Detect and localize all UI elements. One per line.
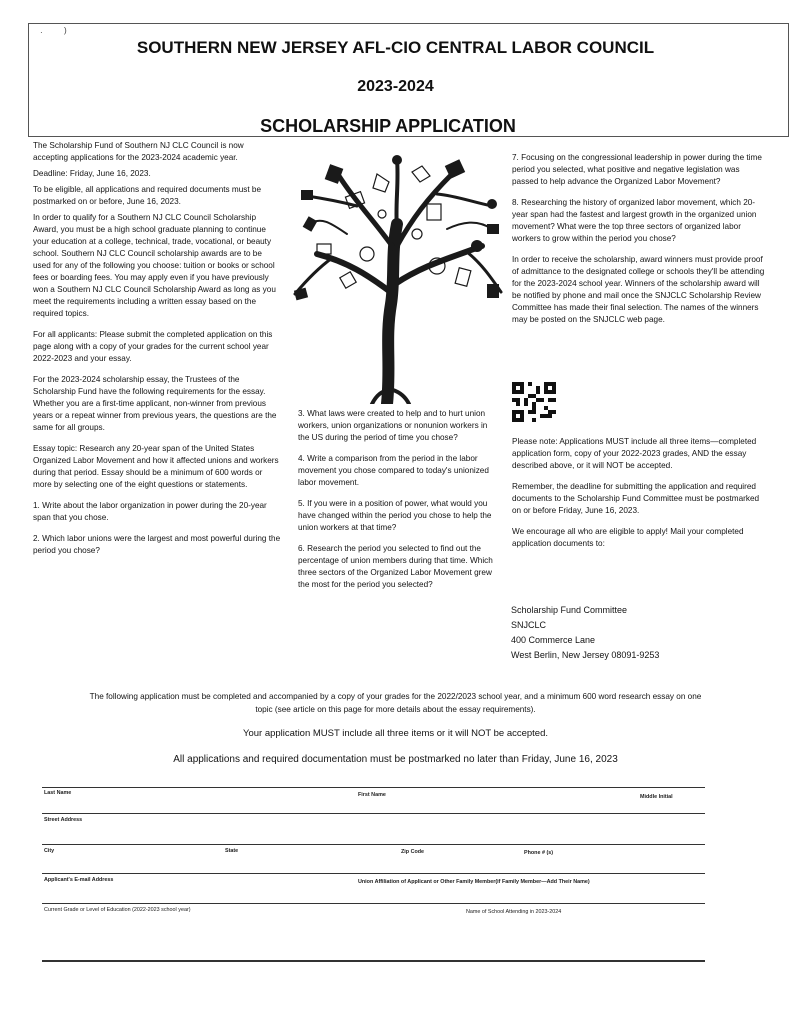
right-column	[512, 152, 766, 335]
postmark-text: All applications and required documentation must be postmarked no later than Friday, June 16, 2023	[173, 754, 618, 765]
right-column-lower	[512, 436, 766, 554]
year-title: 2023-2024	[357, 78, 434, 95]
mailing-address	[511, 603, 765, 663]
all-applicants-paragraph: For all applicants: Please submit the completed application on this page along with a copy of your grades for the current school year 2022-2023 and your essay.	[33, 330, 273, 363]
question-4: 4. Write a comparison from the period in the labor movement you chose compared to today's unionized labor movement.	[298, 454, 489, 487]
city-label: City	[44, 848, 55, 854]
qr-code[interactable]	[512, 382, 556, 422]
must-include-text: Your application MUST include all three items or it will NOT be accepted.	[242, 728, 549, 739]
question-6: 6. Research the period you selected to find out the percentage of union members during that time. Which three sectors of the Organized Labor Movement grew the most for the period you selected?	[298, 544, 493, 589]
union-affiliation-label: Union Affiliation of Applicant or Other Family Member(if Family Member—Add Their Name)	[358, 879, 590, 885]
scan-mark: ·	[40, 28, 43, 37]
question-5: 5. If you were in a position of power, what would you have changed within the period you chose to help the union workers at that time?	[298, 499, 492, 532]
state-label: State	[225, 848, 239, 854]
please-note-paragraph: Please note: Applications MUST include all three items—completed application form, copy of your 2022-2023 grades, AND the essay described above, or it will NOT be accepted.	[512, 437, 757, 470]
form-line	[42, 873, 705, 874]
question-1: 1. Write about the labor organization in power during the 20-year span that you chose.	[33, 501, 267, 522]
middle-initial-label: Middle Initial	[640, 794, 673, 800]
form-line	[42, 960, 705, 962]
eligibility-text: To be eligible, all applications and required documents must be postmarked on or before, June 16, 2023.	[33, 185, 262, 206]
left-column	[33, 140, 281, 566]
question-2: 2. Which labor unions were the largest and most powerful during the period you chose?	[33, 534, 281, 555]
school-name-label: Name of School Attending in 2023-2024	[466, 909, 562, 915]
address-line: Scholarship Fund Committee	[511, 605, 628, 615]
question-3: 3. What laws were created to help and to hurt union workers, union organizations or nonunion workers in the US during the period of time you chose?	[298, 409, 488, 442]
deadline-reminder-paragraph: Remember, the deadline for submitting the application and required documents to the Scholarship Fund Committee must be postmarked on or before Friday, June 16, 2023.	[512, 482, 760, 515]
essay-requirements-paragraph: For the 2023-2024 scholarship essay, the Trustees of the Scholarship Fund have the following requirements for the essay. Whether you are a first-time applicant, non-winner from previous years or a repeat winner from previous years, the questions are the same for all groups.	[33, 375, 277, 432]
instructions-text: The following application must be completed and accompanied by a copy of your grades for the 2022/2023 school year, and a minimum 600 word research essay on one topic (see article on this page for more details about the essay requirements).	[89, 692, 702, 714]
address-line: West Berlin, New Jersey 08091-9253	[511, 650, 660, 660]
last-name-label: Last Name	[44, 790, 72, 796]
qualify-paragraph: In order to qualify for a Southern NJ CLC Council Scholarship Award, you must be a high school graduate planning to continue your education at a college, technical, trade, vocational, or beauty school. Southern NJ CLC Council scholarship awards are to be used for any of the following you choose: tuition or books or school fees or boarding fees. You may apply even if you have previously won a Southern NJ CLC Council Scholarship Award as long as you meet the requirements including a written essay based on the required topics.	[33, 213, 276, 318]
grade-level-label: Current Grade or Level of Education (2022-2023 school year)	[44, 907, 191, 913]
deadline-text: Deadline: Friday, June 16, 2023.	[33, 169, 151, 178]
org-title: SOUTHERN NEW JERSEY AFL-CIO CENTRAL LABOR COUNCIL	[136, 38, 655, 57]
email-label: Applicant's E-mail Address	[44, 877, 114, 883]
street-address-label: Street Address	[44, 817, 83, 823]
address-line: SNJCLC	[511, 620, 547, 630]
encourage-paragraph: We encourage all who are eligible to apply! Mail your completed application documents to:	[512, 527, 744, 548]
question-7: 7. Focusing on the congressional leadership in power during the time period you selected, what positive and negative legislation was passed to help advance the Organized Labor Movement?	[512, 153, 762, 186]
question-8: 8. Researching the history of organized labor movement, which 20-year span had the fastest and largest growth in the organized union movement? What were the top three sectors of organized labor workers to grow within the period you chose?	[512, 198, 757, 243]
scan-mark: )	[64, 26, 67, 35]
form-line	[42, 813, 705, 814]
award-paragraph: In order to receive the scholarship, award winners must provide proof of admittance to the designated college or schools they'll be attending for the 2023-2024 school year. Winners of the scholarship award will be notified by phone and mail once the SNJCLC Scholarship Review Committee has made their final selection. The names of the winners may be posted on the SNJCLC web page.	[512, 255, 765, 324]
first-name-label: First Name	[358, 792, 386, 798]
page-title: SCHOLARSHIP APPLICATION	[260, 116, 516, 136]
form-line	[42, 787, 705, 788]
form-line	[42, 844, 705, 845]
middle-column	[298, 408, 498, 600]
tree-illustration	[287, 154, 509, 404]
intro-paragraph: The Scholarship Fund of Southern NJ CLC Council is now accepting applications for the 2023-2024 academic year.	[33, 141, 244, 162]
zip-code-label: Zip Code	[401, 849, 425, 855]
address-line: 400 Commerce Lane	[511, 635, 596, 645]
phone-label: Phone # (s)	[524, 850, 554, 856]
form-line	[42, 903, 705, 904]
essay-topic-paragraph: Essay topic: Research any 20-year span of the United States Organized Labor Movement and how it affected unions and workers during that period. Essay should be a minimum of 600 words or more by selecting one of the eight questions or statements.	[33, 444, 279, 489]
